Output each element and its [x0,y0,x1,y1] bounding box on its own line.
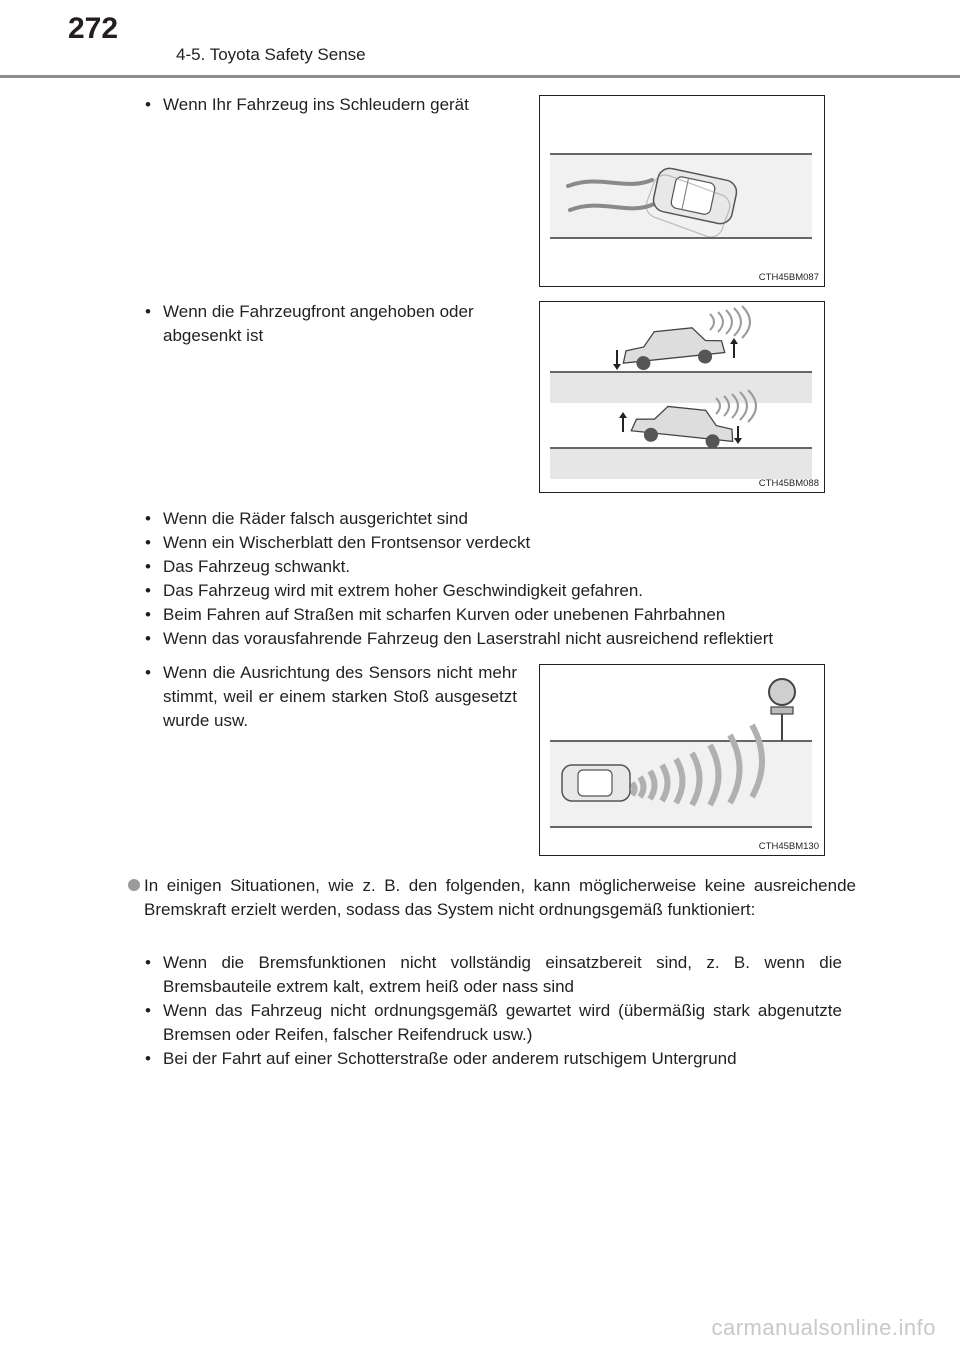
bullet-dot: • [145,533,151,552]
bullet-text: Wenn die Bremsfunktionen nicht vollständig einsatzbereit sind, z. B. wenn die Bremsbauteile extrem kalt, extrem heiß oder nass sind [163,953,842,996]
bullet-dot: • [145,1049,151,1068]
bullet-text: Wenn das Fahrzeug nicht ordnungsgemäß gewartet wird (übermäßig stark abgenutzte Bremsen oder Reifen, falscher Reifendruck usw.) [163,1001,842,1044]
bullet-dot: • [145,663,151,682]
bullet-text: Wenn die Fahrzeugfront angehoben oder abgesenkt ist [163,302,474,345]
front-raised-illustration [540,302,824,492]
bullet-dot: • [145,605,151,624]
section-title: 4-5. Toyota Safety Sense [176,45,366,64]
bullet-dot: • [145,509,151,528]
bullet-dot: • [145,629,151,648]
bullet-text: Wenn die Ausrichtung des Sensors nicht mehr stimmt, weil er einem starken Stoß ausgesetzt wurde usw. [163,663,517,730]
circle-bullet-icon [128,879,140,891]
figure-code: CTH45BM088 [758,478,819,489]
figure-code: CTH45BM087 [758,272,819,283]
skidding-car-illustration [540,96,824,286]
page-header [0,0,960,80]
page-number: 272 [68,12,119,45]
sensor-misaligned-illustration [540,665,824,855]
bullet-text: Wenn Ihr Fahrzeug ins Schleudern gerät [163,95,469,114]
watermark: carmanualsonline.info [711,1315,936,1340]
bullet-text: Wenn ein Wischerblatt den Frontsensor verdeckt [163,533,531,552]
bullet-dot: • [145,302,151,321]
figure-code: CTH45BM130 [758,841,819,852]
bullet-text: Wenn das vorausfahrende Fahrzeug den Laserstrahl nicht ausreichend reflektiert [163,629,774,648]
bullet-dot: • [145,95,151,114]
bullet-dot: • [145,581,151,600]
bullet-text: Wenn die Räder falsch ausgerichtet sind [163,509,468,528]
bullet-text: Das Fahrzeug wird mit extrem hoher Geschwindigkeit gefahren. [163,581,643,600]
bullet-dot: • [145,1001,151,1020]
figure-skidding-car [539,95,825,287]
bullet-text: Beim Fahren auf Straßen mit scharfen Kurven oder unebenen Fahrbahnen [163,605,726,624]
bullet-text: Bei der Fahrt auf einer Schotterstraße oder anderem rutschigem Untergrund [163,1049,737,1068]
bullet-dot: • [145,953,151,972]
bullet-text: Das Fahrzeug schwankt. [163,557,351,576]
braking-note-text: In einigen Situationen, wie z. B. den folgenden, kann möglicherweise keine ausreichende Bremskraft erzielt werden, sodass das System nicht ordnungsgemäß funktioniert: [144,876,856,919]
bullet-dot: • [145,557,151,576]
figure-sensor-misaligned [539,664,825,856]
header-divider [0,75,960,78]
figure-front-raised [539,301,825,493]
